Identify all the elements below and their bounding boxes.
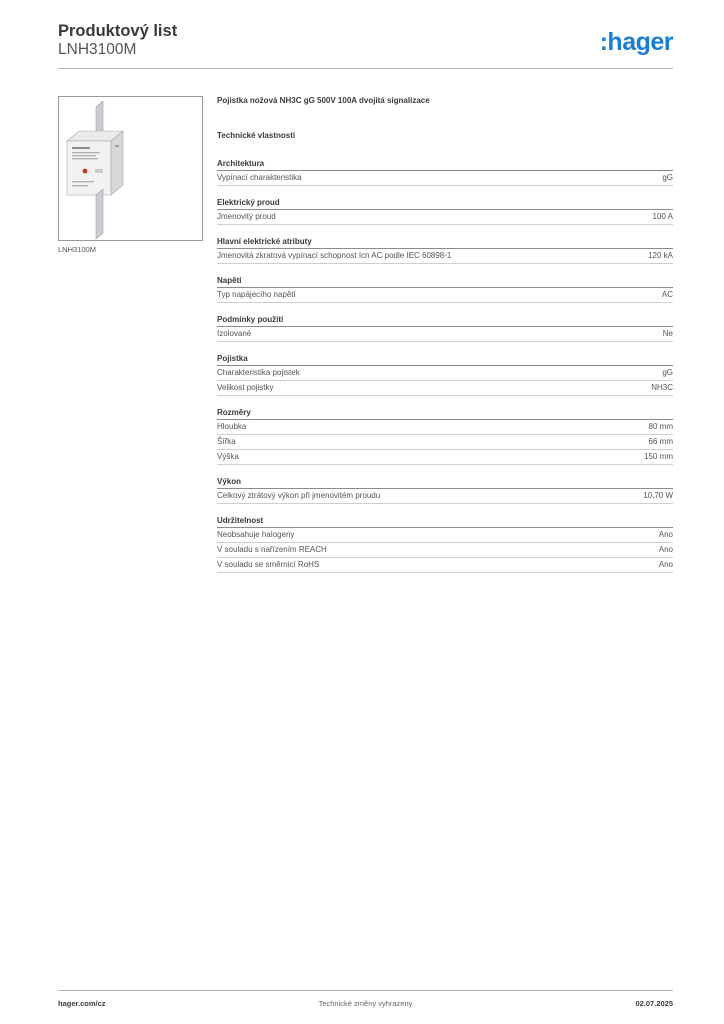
property-group xyxy=(217,314,673,342)
property-value: Ano xyxy=(658,560,673,569)
group-title: Pojistka xyxy=(217,353,673,366)
property-row xyxy=(217,366,673,381)
property-row xyxy=(217,288,673,303)
property-name: Celkový ztrátový výkon při jmenovitém proudu xyxy=(217,491,381,500)
document-subtitle: LNH3100M xyxy=(58,41,137,58)
footer-notice: Technické změny vyhrazeny xyxy=(318,999,413,1008)
document-title: Produktový list xyxy=(58,22,178,40)
hager-logo xyxy=(600,28,673,58)
property-row xyxy=(217,249,673,264)
property-value: 10,70 W xyxy=(643,491,673,500)
property-name: V souladu se směrnicí RoHS xyxy=(217,560,320,569)
group-title: Elektrický proud xyxy=(217,197,673,210)
property-row xyxy=(217,528,673,543)
property-row xyxy=(217,420,673,435)
property-name: Výška xyxy=(217,452,239,461)
property-row xyxy=(217,450,673,465)
property-row xyxy=(217,327,673,342)
property-value: gG xyxy=(662,368,673,377)
property-value: 100 A xyxy=(652,212,673,221)
property-name: Typ napájecího napětí xyxy=(217,290,296,299)
group-title: Udržitelnost xyxy=(217,515,673,528)
property-group xyxy=(217,158,673,186)
property-name: Neobsahuje halogeny xyxy=(217,530,295,539)
property-name: Jmenovitá zkratová vypínací schopnost Icn AC podle IEC 60898-1 xyxy=(217,251,452,260)
property-value: Ano xyxy=(658,545,673,554)
property-value: Ano xyxy=(658,530,673,539)
property-group xyxy=(217,236,673,264)
group-title: Podmínky použití xyxy=(217,314,673,327)
property-value: gG xyxy=(662,173,673,182)
section-heading: Technické vlastnosti xyxy=(217,131,296,140)
property-value: Ne xyxy=(662,329,673,338)
group-title: Architektura xyxy=(217,158,673,171)
property-value: AC xyxy=(661,290,673,299)
property-group xyxy=(217,275,673,303)
property-row xyxy=(217,489,673,504)
document-header xyxy=(58,20,673,69)
footer-date: 02.07.2025 xyxy=(635,999,673,1008)
fuse-product-photo-icon xyxy=(59,97,202,240)
property-group xyxy=(217,353,673,396)
property-name: Vypínací charakteristika xyxy=(217,173,302,182)
group-title: Hlavní elektrické atributy xyxy=(217,236,673,249)
group-title: Napětí xyxy=(217,275,673,288)
property-group xyxy=(217,476,673,504)
property-name: Velikost pojistky xyxy=(217,383,274,392)
property-row xyxy=(217,381,673,396)
property-value: 120 kA xyxy=(648,251,673,260)
property-name: Jmenovitý proud xyxy=(217,212,276,221)
group-title: Rozměry xyxy=(217,407,673,420)
product-image xyxy=(58,96,203,241)
property-group xyxy=(217,407,673,465)
property-name: Hloubka xyxy=(217,422,247,431)
product-title: Pojistka nožová NH3C gG 500V 100A dvojitá signalizace xyxy=(217,96,430,105)
property-row xyxy=(217,210,673,225)
property-name: Charakteristika pojistek xyxy=(217,368,300,377)
property-group xyxy=(217,515,673,573)
property-row xyxy=(217,543,673,558)
property-value: 80 mm xyxy=(648,422,673,431)
property-row xyxy=(217,558,673,573)
property-value: 150 mm xyxy=(644,452,673,461)
property-name: Izolované xyxy=(217,329,252,338)
footer-website: hager.com/cz xyxy=(58,999,106,1008)
property-value: 66 mm xyxy=(648,437,673,446)
property-group xyxy=(217,197,673,225)
group-title: Výkon xyxy=(217,476,673,489)
property-groups xyxy=(217,158,673,573)
property-row xyxy=(217,435,673,450)
document-footer xyxy=(58,990,673,1015)
property-value: NH3C xyxy=(651,383,673,392)
property-name: V souladu s nařízením REACH xyxy=(217,545,327,554)
property-row xyxy=(217,171,673,186)
property-name: Šířka xyxy=(217,437,236,446)
image-caption: LNH3100M xyxy=(58,245,96,254)
logo-text: :hager xyxy=(599,28,673,56)
product-details xyxy=(217,96,673,573)
